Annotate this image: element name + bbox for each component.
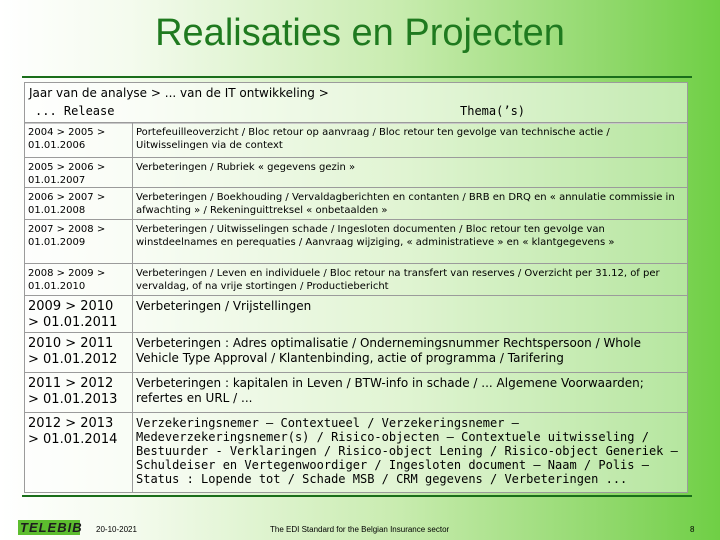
release-year-cell: 2012 > 2013 > 01.01.2014	[25, 413, 133, 493]
bottom-rule	[22, 495, 692, 497]
page-number: 8	[690, 525, 695, 534]
release-year-cell: 2005 > 2006 > 01.01.2007	[25, 158, 133, 188]
release-year-cell: 2009 > 2010 > 01.01.2011	[25, 296, 133, 333]
table-row	[25, 373, 688, 413]
telebib-logo: TELEBIB	[20, 520, 83, 535]
footer-date: 20-10-2021	[96, 525, 137, 534]
release-year-cell: 2006 > 2007 > 01.01.2008	[25, 188, 133, 220]
release-themes-cell: Verzekeringsnemer – Contextueel / Verzekeringsnemer – Medeverzekeringsnemer(s) / Risico-objecten – Contextuele uitwisseling / Bestuurder - Verklaringen / Risico-object Lening / Risico-object Generiek – Schuldeiser en Vertegenwoordiger / Ingesloten document – Naam / Polis – Status : Lopende tot / Schade MSB / CRM gegevens / Verbeteringen ...	[133, 413, 688, 493]
release-year-cell: 2004 > 2005 > 01.01.2006	[25, 123, 133, 158]
header-year-label: Jaar van de analyse > ... van de IT ontwikkeling >	[29, 86, 329, 100]
table-row	[25, 220, 688, 264]
table-row	[25, 413, 688, 493]
release-themes-cell: Verbeteringen / Rubriek « gegevens gezin »	[133, 158, 688, 188]
table-row	[25, 123, 688, 158]
release-themes-cell: Verbeteringen / Vrijstellingen	[133, 296, 688, 333]
release-themes-cell: Portefeuilleoverzicht / Bloc retour op aanvraag / Bloc retour ten gevolge van technische actie / Uitwisselingen via de context	[133, 123, 688, 158]
table-row	[25, 188, 688, 220]
table-row	[25, 264, 688, 296]
release-year-cell: 2007 > 2008 > 01.01.2009	[25, 220, 133, 264]
release-themes-cell: Verbeteringen : kapitalen in Leven / BTW-info in schade / ... Algemene Voorwaarden; refertes en URL / ...	[133, 373, 688, 413]
release-themes-cell: Verbeteringen / Boekhouding / Vervaldagberichten en contanten / BRB en DRQ en « annulatie commissie in afwachting » / Rekeninguittreksel « onbetaalden »	[133, 188, 688, 220]
top-rule	[22, 76, 692, 78]
table-row	[25, 158, 688, 188]
release-themes-cell: Verbeteringen / Leven en individuele / Bloc retour na transfert van reserves / Overzicht per 31.12, of per vervaldag, of na vrije stortingen / Productiebericht	[133, 264, 688, 296]
table-header	[24, 82, 688, 124]
header-release-label: ... Release	[35, 104, 115, 118]
table-row	[25, 333, 688, 373]
releases-table	[24, 122, 688, 493]
release-year-cell: 2010 > 2011 > 01.01.2012	[25, 333, 133, 373]
release-year-cell: 2008 > 2009 > 01.01.2010	[25, 264, 133, 296]
release-themes-cell: Verbeteringen / Uitwisselingen schade / Ingesloten documenten / Bloc retour ten gevolge van winstdeelnames en perequaties / Aanvraag wijziging, « administratieve » en « klantgegevens »	[133, 220, 688, 264]
header-themes-label: Thema(’s)	[460, 104, 526, 118]
table-row	[25, 296, 688, 333]
release-themes-cell: Verbeteringen : Adres optimalisatie / Ondernemingsnummer Rechtspersoon / Whole Vehicle Type Approval / Klantenbinding, actie of programma / Tarifering	[133, 333, 688, 373]
release-year-cell: 2011 > 2012 > 01.01.2013	[25, 373, 133, 413]
footer-tagline: The EDI Standard for the Belgian Insurance sector	[270, 525, 450, 534]
page-title: Realisaties en Projecten	[155, 12, 565, 54]
